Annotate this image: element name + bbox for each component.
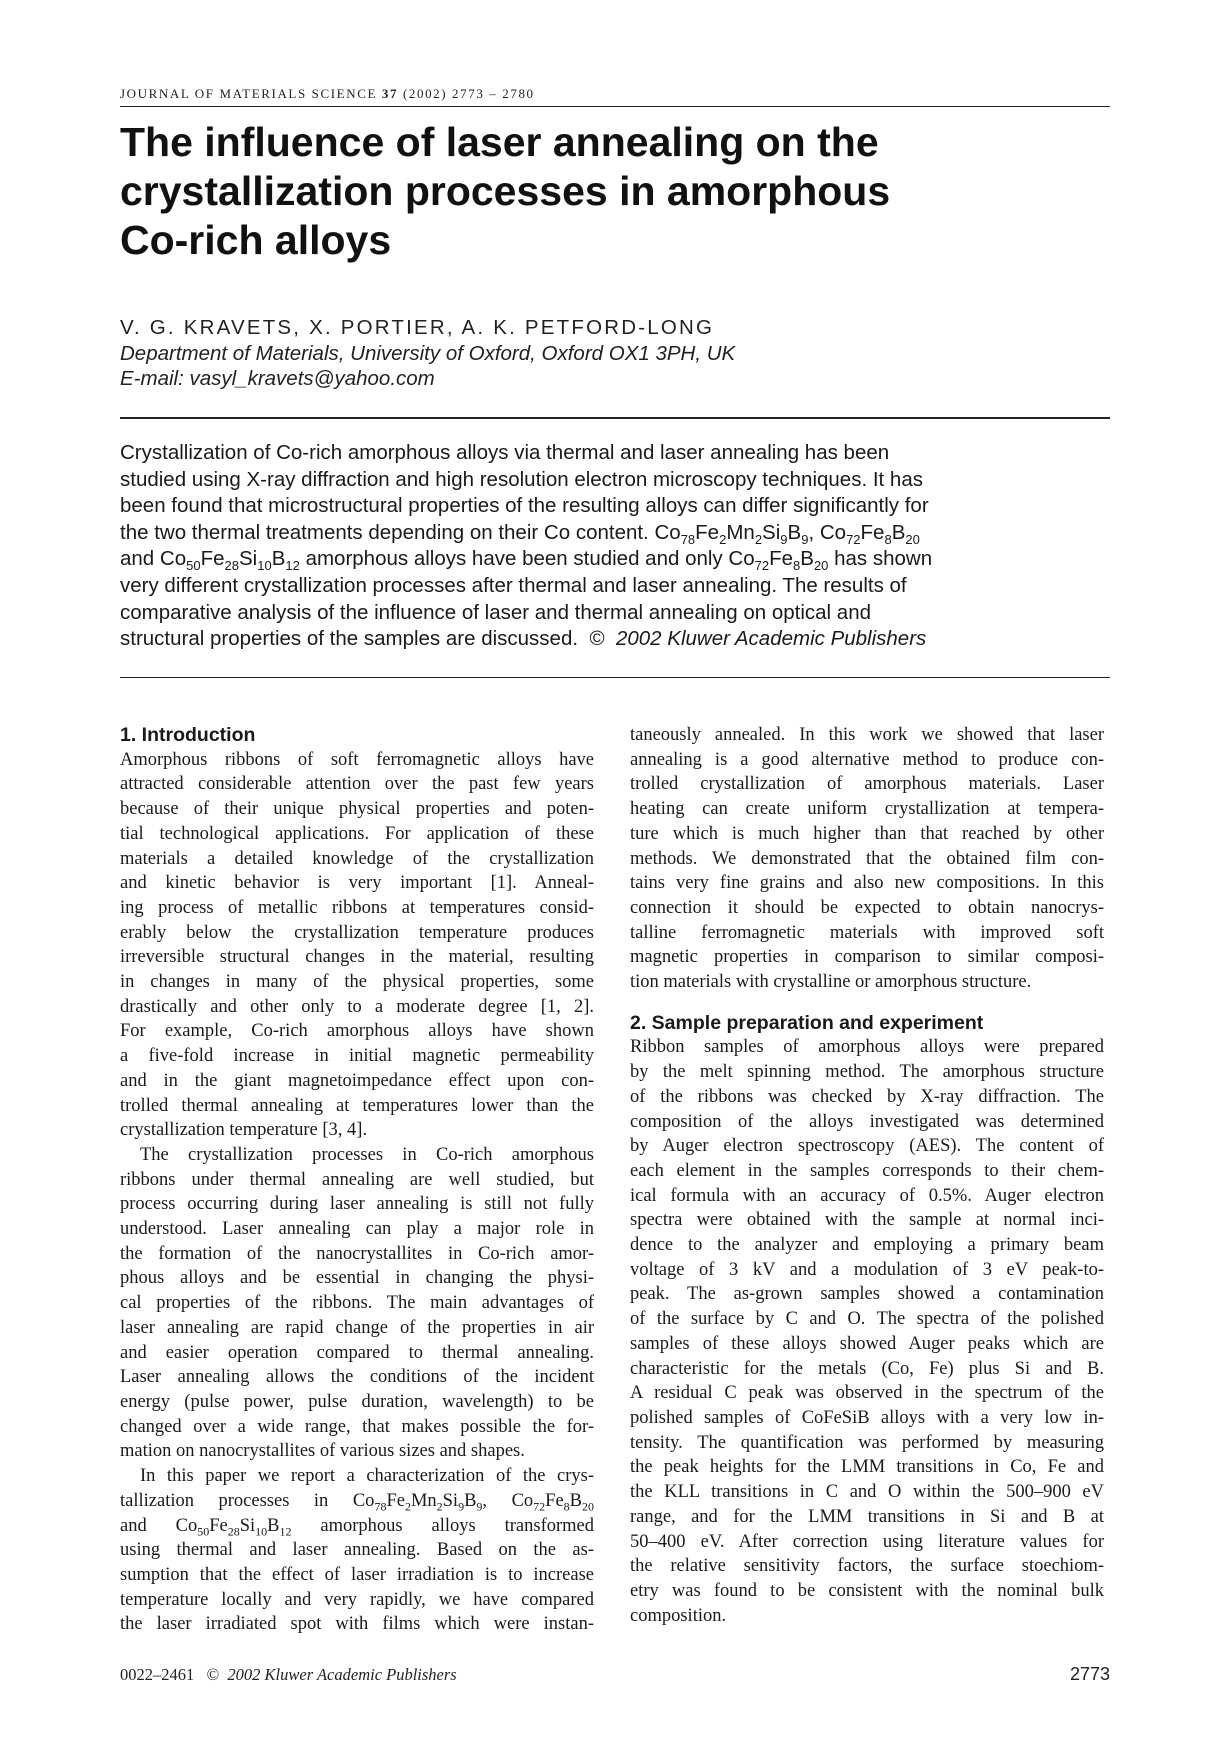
text-line: samples of these alloys showed Auger peaks which are bbox=[630, 1333, 1104, 1354]
text-line: spectra were obtained with the sample at normal inci- bbox=[630, 1210, 1104, 1231]
text-line: connection it should be expected to obtain nanocrys- bbox=[630, 897, 1104, 918]
text-line: the relative sensitivity factors, the surface stoechiom- bbox=[630, 1556, 1104, 1577]
text-line: Laser annealing allows the conditions of the incident bbox=[120, 1367, 594, 1388]
text-line: the peak heights for the LMM transitions in Co, Fe and bbox=[630, 1457, 1104, 1478]
text-line: trolled crystallization of amorphous materials. Laser bbox=[630, 774, 1104, 795]
header-rule bbox=[120, 106, 1110, 107]
text-line: Ribbon samples of amorphous alloys were prepared bbox=[630, 1037, 1104, 1058]
text-line: of the surface by C and O. The spectra of the polished bbox=[630, 1309, 1104, 1330]
text-line: and kinetic behavior is very important [1]. Anneal- bbox=[120, 873, 594, 894]
text-line: polished samples of CoFeSiB alloys with a very low in- bbox=[630, 1407, 1104, 1428]
text-line: and in the giant magnetoimpedance effect upon con- bbox=[120, 1070, 594, 1091]
copyright-symbol: © bbox=[206, 1665, 220, 1684]
text-line: composition of the alloys investigated was determined bbox=[630, 1111, 1104, 1132]
text-line: sumption that the effect of laser irradiation is to increase bbox=[120, 1564, 594, 1585]
abstract bbox=[120, 440, 1110, 653]
section-gap bbox=[630, 995, 1104, 1011]
text-line: Amorphous ribbons of soft ferromagnetic alloys have bbox=[120, 749, 594, 770]
text-line: and $Co_{50}Fe_{28}Si_{10}B_{12}$ amorphous alloys transformed bbox=[120, 1515, 594, 1539]
issn: 0022–2461 bbox=[120, 1665, 195, 1684]
abstract-line: and $Co_{50}Fe_{28}Si_{10}B_{12}$ amorphous alloys have been studied and only $Co_{72}Fe_8B_{20}$ has shown bbox=[120, 547, 933, 574]
section-heading-introduction: 1. Introduction bbox=[120, 724, 256, 746]
text-line: laser annealing are rapid change of the properties in air bbox=[120, 1317, 594, 1338]
text-line: using thermal and laser annealing. Based on the as- bbox=[120, 1540, 594, 1561]
text-line: each element in the samples corresponds to their chem- bbox=[630, 1160, 1104, 1181]
journal-name: JOURNAL OF MATERIALS SCIENCE bbox=[120, 86, 378, 101]
formula-co50: $Co_{50}Fe_{28}Si_{10}B_{12}$ bbox=[175, 1515, 292, 1539]
text-line: range, and for the LMM transitions in Si and B at bbox=[630, 1506, 1104, 1527]
text-line: composition. bbox=[630, 1605, 727, 1626]
journal-header bbox=[120, 86, 1110, 102]
text-line: because of their unique physical properties and poten- bbox=[120, 799, 594, 820]
text-line: the laser irradiated spot with films which were instan- bbox=[120, 1614, 594, 1635]
text-line: The crystallization processes in Co-rich amorphous bbox=[140, 1144, 594, 1165]
text-line: tial technological applications. For application of these bbox=[120, 823, 594, 844]
abstract-bottom-rule bbox=[120, 677, 1110, 678]
formula-co72: $Co_{72}Fe_8B_{20}$ bbox=[819, 520, 920, 547]
text-line: peak. The as-grown samples showed a contamination bbox=[630, 1284, 1104, 1305]
text-line: For example, Co-rich amorphous alloys have shown bbox=[120, 1021, 594, 1042]
title-line: crystallization processes in amorphous bbox=[120, 168, 891, 214]
abstract-line: studied using X-ray diffraction and high resolution electron microscopy techniques. It has bbox=[120, 467, 923, 491]
left-column bbox=[120, 723, 594, 1637]
text-line: materials a detailed knowledge of the crystallization bbox=[120, 848, 594, 869]
text-line: changed over a wide range, that makes possible the for- bbox=[120, 1416, 594, 1437]
text-line: tains very fine grains and also new compositions. In this bbox=[630, 873, 1104, 894]
text-line: ture which is much higher than that reached by other bbox=[630, 823, 1104, 844]
text-line: erably below the crystallization temperature produces bbox=[120, 922, 594, 943]
text-line: etry was found to be consistent with the nominal bulk bbox=[630, 1580, 1104, 1601]
text-line: by the melt spinning method. The amorphous structure bbox=[630, 1062, 1104, 1083]
text-line: by Auger electron spectroscopy (AES). The content of bbox=[630, 1136, 1104, 1157]
text-line: A residual C peak was observed in the spectrum of the bbox=[630, 1383, 1104, 1404]
text-line: ing process of metallic ribbons at temperatures consid- bbox=[120, 897, 594, 918]
text-line: voltage of 3 kV and a modulation of 3 eV peak-to- bbox=[630, 1259, 1104, 1280]
publisher-name: 2002 Kluwer Academic Publishers bbox=[615, 627, 927, 651]
text-line: magnetic properties in comparison to similar composi- bbox=[630, 947, 1104, 968]
text-line: tion materials with crystalline or amorphous structure. bbox=[630, 972, 1032, 993]
publisher-name: 2002 Kluwer Academic Publishers bbox=[227, 1665, 457, 1684]
section-heading-sample-preparation: 2. Sample preparation and experiment bbox=[630, 1011, 984, 1034]
text-line: tallization processes in $Co_{78}Fe_2Mn_2Si_9B_9$, $Co_{72}Fe_8B_{20}$ bbox=[120, 1490, 595, 1514]
journal-year-pages: (2002) 2773 – 2780 bbox=[402, 86, 535, 101]
formula-co78: $Co_{78}Fe_2Mn_2Si_9B_9$ bbox=[352, 1490, 483, 1514]
author-list: V. G. KRAVETS, X. PORTIER, A. K. PETFORD-LONG bbox=[120, 316, 715, 339]
author-email: E-mail: vasyl_kravets@yahoo.com bbox=[120, 367, 435, 390]
text-line: taneously annealed. In this work we showed that laser bbox=[630, 725, 1104, 745]
abstract-line: the two thermal treatments depending on their Co content. $Co_{78}Fe_2Mn_2Si_9B_9$, $Co_{72}Fe_8B_{20}$ bbox=[120, 520, 920, 547]
text-line: the formation of the nanocrystallites in Co-rich amor- bbox=[120, 1243, 594, 1264]
formula-co50: $Co_{50}Fe_{28}Si_{10}B_{12}$ bbox=[159, 547, 300, 574]
text-line: attracted considerable attention over the past few years bbox=[120, 774, 594, 795]
text-line: In this paper we report a characterization of the crys- bbox=[140, 1466, 594, 1487]
footer-issn-line bbox=[120, 1665, 457, 1685]
text-line: dence to the analyzer and employing a primary beam bbox=[630, 1235, 1104, 1256]
text-line: cal properties of the ribbons. The main advantages of bbox=[120, 1293, 594, 1314]
formula-co72: $Co_{72}Fe_8B_{20}$ bbox=[511, 1490, 595, 1514]
text-line: ribbons under thermal annealing are well studied, but bbox=[120, 1169, 594, 1190]
text-line: ical formula with an accuracy of 0.5%. Auger electron bbox=[630, 1185, 1104, 1206]
text-line: the KLL transitions in C and O within the 500–900 eV bbox=[630, 1482, 1104, 1503]
text-line: of the ribbons was checked by X-ray diffraction. The bbox=[630, 1086, 1104, 1107]
text-line: annealing is a good alternative method to produce con- bbox=[630, 749, 1104, 770]
text-line: energy (pulse power, pulse duration, wavelength) to be bbox=[120, 1391, 594, 1412]
text-line: a five-fold increase in initial magnetic permeability bbox=[120, 1046, 594, 1067]
copyright-symbol: © bbox=[589, 627, 605, 651]
text-line: tensity. The quantification was performed by measuring bbox=[630, 1432, 1104, 1453]
text-line: trolled thermal annealing at temperatures lower than the bbox=[120, 1095, 594, 1116]
title-line: Co-rich alloys bbox=[120, 217, 392, 263]
title-line: The influence of laser annealing on the bbox=[120, 119, 879, 165]
text-line: phous alloys and be essential in changing the physi- bbox=[120, 1268, 594, 1289]
text-line: process occurring during laser annealing is still not fully bbox=[120, 1194, 594, 1215]
text-line: in changes in many of the physical properties, some bbox=[120, 972, 594, 993]
abstract-line: structural properties of the samples are discussed. © 2002 Kluwer Academic Publishers bbox=[120, 627, 927, 651]
journal-volume: 37 bbox=[381, 86, 399, 101]
text-line: irreversible structural changes in the material, resulting bbox=[120, 947, 594, 968]
paper-title bbox=[120, 118, 1110, 265]
affiliation: Department of Materials, University of Oxford, Oxford OX1 3PH, UK bbox=[120, 342, 736, 365]
text-line: mation on nanocrystallites of various sizes and shapes. bbox=[120, 1441, 525, 1462]
abstract-line: been found that microstructural properties of the resulting alloys can differ significantly for bbox=[120, 494, 929, 518]
text-line: temperature locally and very rapidly, we have compared bbox=[120, 1589, 594, 1610]
right-column bbox=[630, 723, 1104, 1628]
text-line: characteristic for the metals (Co, Fe) plus Si and B. bbox=[630, 1358, 1104, 1379]
formula-co78: $Co_{78}Fe_2Mn_2Si_9B_9$ bbox=[654, 520, 809, 547]
formula-co72: $Co_{72}Fe_8B_{20}$ bbox=[728, 547, 829, 574]
text-line: crystallization temperature [3, 4]. bbox=[120, 1120, 368, 1141]
text-line: understood. Laser annealing can play a major role in bbox=[120, 1219, 594, 1240]
abstract-line: comparative analysis of the influence of laser and thermal annealing on optical and bbox=[120, 600, 871, 624]
abstract-top-rule bbox=[120, 417, 1110, 419]
abstract-line: Crystallization of Co-rich amorphous alloys via thermal and laser annealing has been bbox=[120, 441, 890, 464]
text-line: and easier operation compared to thermal annealing. bbox=[120, 1342, 594, 1363]
text-line: talline ferromagnetic materials with improved soft bbox=[630, 922, 1104, 943]
text-line: 50–400 eV. After correction using literature values for bbox=[630, 1531, 1104, 1552]
text-line: methods. We demonstrated that the obtained film con- bbox=[630, 848, 1104, 869]
page-number: 2773 bbox=[1069, 1664, 1110, 1684]
abstract-line: very different crystallization processes after thermal and laser annealing. The results of bbox=[120, 573, 907, 597]
text-line: drastically and other only to a moderate degree [1, 2]. bbox=[120, 996, 594, 1017]
text-line: heating can create uniform crystallization at tempera- bbox=[630, 799, 1104, 820]
